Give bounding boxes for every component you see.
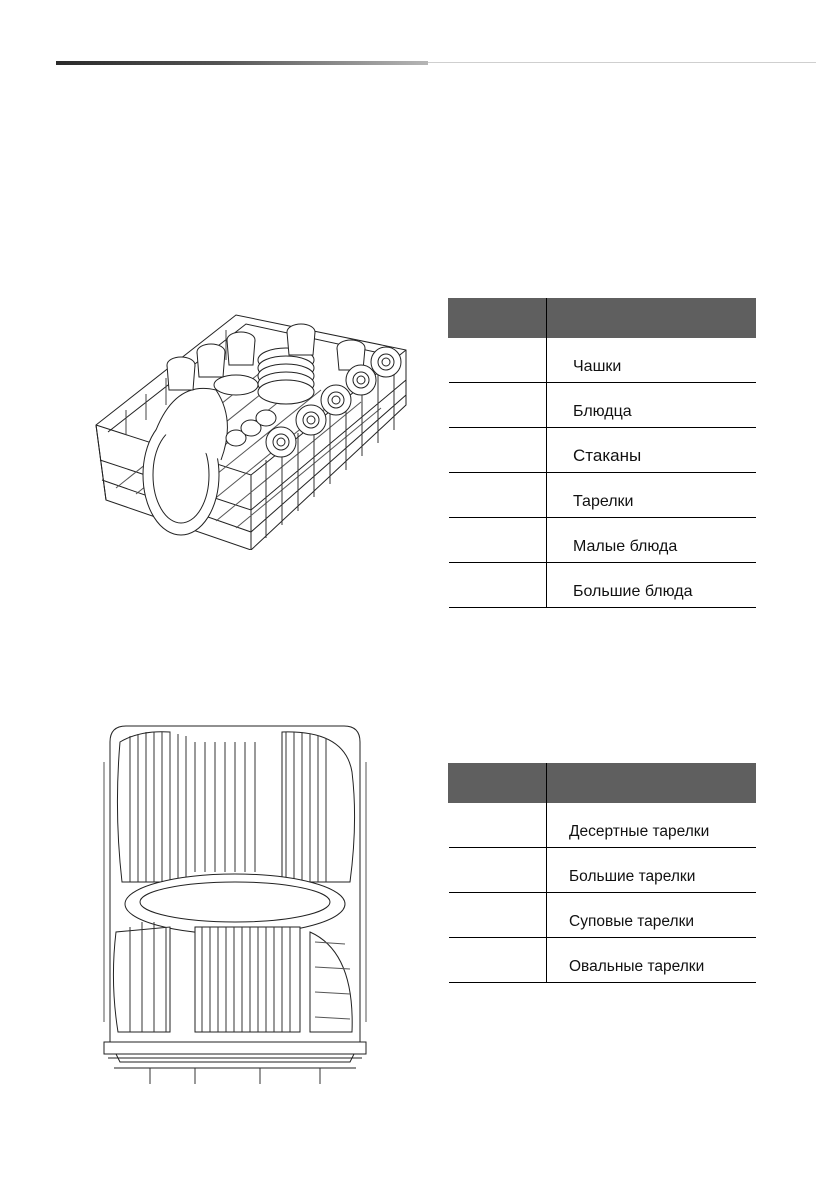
legend-number-cell	[449, 893, 547, 938]
legend-header-label-cell	[547, 763, 757, 803]
legend-header-number-cell	[449, 298, 547, 338]
legend-label: Чашки	[547, 338, 757, 383]
upper-basket-legend	[448, 298, 756, 608]
legend-label: Блюдца	[547, 383, 757, 428]
legend-number-cell	[449, 938, 547, 983]
legend-row	[449, 518, 757, 563]
legend-number-cell	[449, 473, 547, 518]
legend-row	[449, 893, 757, 938]
legend-label: Тарелки	[547, 473, 757, 518]
legend-number-cell	[449, 383, 547, 428]
legend-row	[449, 563, 757, 608]
legend-label: Стаканы	[547, 428, 757, 473]
legend-label: Малые блюда	[547, 518, 757, 563]
legend-row	[449, 848, 757, 893]
legend-label: Большие блюда	[547, 563, 757, 608]
legend-row	[449, 428, 757, 473]
legend-header-number-cell	[449, 763, 547, 803]
legend-header-label-cell	[547, 298, 757, 338]
lower-basket-illustration	[100, 722, 370, 1094]
legend-row	[449, 473, 757, 518]
legend-header	[449, 763, 757, 803]
legend-number-cell	[449, 803, 547, 848]
legend-row	[449, 338, 757, 383]
lower-basket-legend	[448, 763, 756, 983]
legend-row	[449, 938, 757, 983]
legend-label: Суповые тарелки	[547, 893, 757, 938]
legend-number-cell	[449, 338, 547, 383]
legend-number-cell	[449, 428, 547, 473]
legend-label: Десертные тарелки	[547, 803, 757, 848]
header-rule	[56, 60, 816, 66]
legend-row	[449, 803, 757, 848]
upper-basket-illustration	[86, 310, 416, 550]
legend-header	[449, 298, 757, 338]
legend-label: Большие тарелки	[547, 848, 757, 893]
legend-number-cell	[449, 518, 547, 563]
legend-label: Овальные тарелки	[547, 938, 757, 983]
legend-number-cell	[449, 848, 547, 893]
legend-number-cell	[449, 563, 547, 608]
legend-row	[449, 383, 757, 428]
